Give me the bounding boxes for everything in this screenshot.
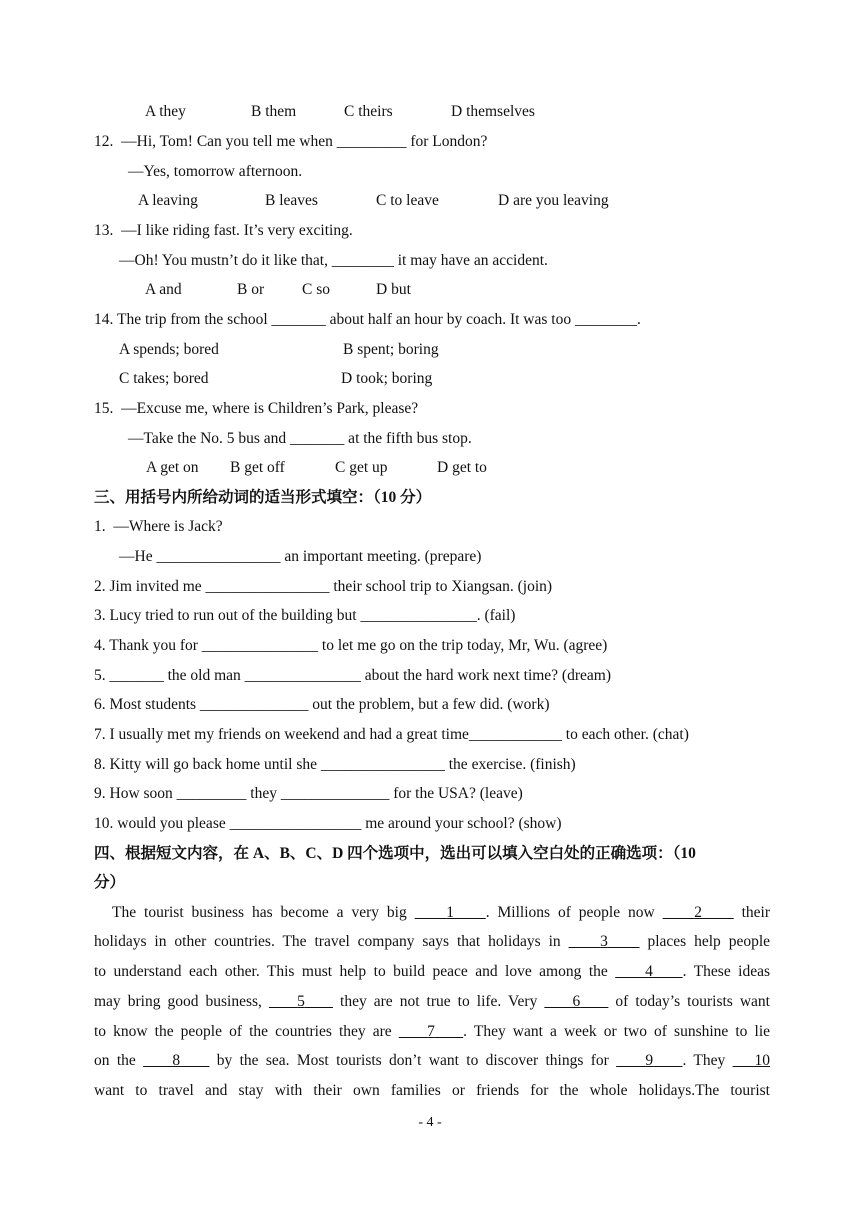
s3-item-5: 5. _______ the old man _______________ about the hard work next time? (dream)	[94, 667, 611, 684]
blank-10: 10	[754, 1052, 771, 1069]
q14-option-a: A spends; bored	[119, 341, 219, 358]
passage-line-4: may bring good business, 5 they are not true to life. Very 6 of today’s tourists want	[94, 993, 770, 1010]
passage-line-2: holidays in other countries. The travel company says that holidays in 3 places help people	[94, 933, 771, 950]
passage-line-5: to know the people of the countries they are 7 . They want a week or two of sunshine to lie	[94, 1023, 771, 1040]
section4-heading-line1: 四、根据短文内容，在 A、B、C、D 四个选项中，选出可以填入空白处的正确选项：（10	[94, 845, 696, 862]
q12-option-d: D are you leaving	[498, 192, 609, 209]
s3-item-9: 9. How soon _________ they ______________ for the USA? (leave)	[94, 785, 523, 802]
blank-2: 2	[694, 904, 703, 921]
q15-option-b: B get off	[230, 459, 285, 476]
s3-item-3: 3. Lucy tried to run out of the building but _______________. (fail)	[94, 607, 516, 624]
q11-option-c: C theirs	[344, 103, 393, 120]
q11-option-b: B them	[251, 103, 297, 120]
blank-3: 3	[600, 933, 608, 950]
q15-option-c: C get up	[335, 459, 388, 476]
s3-item-6: 6. Most students ______________ out the problem, but a few did. (work)	[94, 696, 550, 713]
blank-4: 4	[645, 963, 653, 980]
passage-line-1: The tourist business has become a very big 1 . Millions of people now 2 their	[112, 904, 770, 921]
q13-reply: —Oh! You mustn’t do it like that, ________ it may have an accident.	[119, 252, 548, 269]
q13-option-b: B or	[237, 281, 265, 298]
q12-option-c: C to leave	[376, 192, 439, 209]
s3-item-1-reply: —He ________________ an important meeting. (prepare)	[119, 548, 482, 565]
q15-option-d: D get to	[437, 459, 487, 476]
q11-option-a: A they	[145, 103, 186, 120]
q12-option-b: B leaves	[265, 192, 318, 209]
q15-option-a: A get on	[146, 459, 199, 476]
page-number: - 4 -	[418, 1115, 442, 1130]
s3-item-2: 2. Jim invited me ________________ their school trip to Xiangsan. (join)	[94, 578, 553, 595]
q11-option-d: D themselves	[451, 103, 535, 120]
q12-option-a: A leaving	[138, 192, 198, 209]
q13-stem: 13. —I like riding fast. It’s very exciting.	[94, 222, 353, 239]
passage-line-7: want to travel and stay with their own families or friends for the whole holidays.The tourist	[94, 1082, 770, 1099]
blank-9: 9	[645, 1052, 654, 1069]
q13-option-c: C so	[302, 281, 330, 298]
blank-8: 8	[172, 1052, 181, 1069]
q15-stem: 15. —Excuse me, where is Children’s Park, please?	[94, 400, 419, 417]
section3-heading: 三、用括号内所给动词的适当形式填空：（10 分）	[94, 489, 432, 506]
blank-7: 7	[427, 1023, 435, 1040]
q12-stem: 12. —Hi, Tom! Can you tell me when _________ for London?	[94, 133, 488, 150]
q15-reply: —Take the No. 5 bus and _______ at the fifth bus stop.	[128, 430, 472, 447]
q12-reply: —Yes, tomorrow afternoon.	[128, 163, 303, 180]
blank-6: 6	[572, 993, 581, 1010]
q14-option-b: B spent; boring	[343, 341, 439, 358]
s3-item-7: 7. I usually met my friends on weekend and had a great time____________ to each other. (chat)	[94, 726, 689, 743]
blank-5: 5	[297, 993, 305, 1010]
s3-item-8: 8. Kitty will go back home until she ________________ the exercise. (finish)	[94, 756, 576, 773]
q14-option-d: D took; boring	[341, 370, 433, 387]
q14-stem: 14. The trip from the school _______ about half an hour by coach. It was too ________.	[94, 311, 641, 328]
s3-item-10: 10. would you please _________________ me around your school? (show)	[94, 815, 562, 832]
q13-option-d: D but	[376, 281, 411, 298]
passage-line-6: on the 8 by the sea. Most tourists don’t want to discover things for 9 . They 10	[94, 1052, 771, 1069]
section4-heading-line2: 分）	[94, 874, 126, 891]
blank-1: 1	[446, 904, 455, 921]
q13-option-a: A and	[145, 281, 182, 298]
q14-option-c: C takes; bored	[119, 370, 209, 387]
s3-item-4: 4. Thank you for _______________ to let me go on the trip today, Mr, Wu. (agree)	[94, 637, 608, 654]
passage-line-3: to understand each other. This must help to build peace and love among the 4 . These ideas	[94, 963, 771, 980]
s3-item-1: 1. —Where is Jack?	[94, 518, 223, 535]
